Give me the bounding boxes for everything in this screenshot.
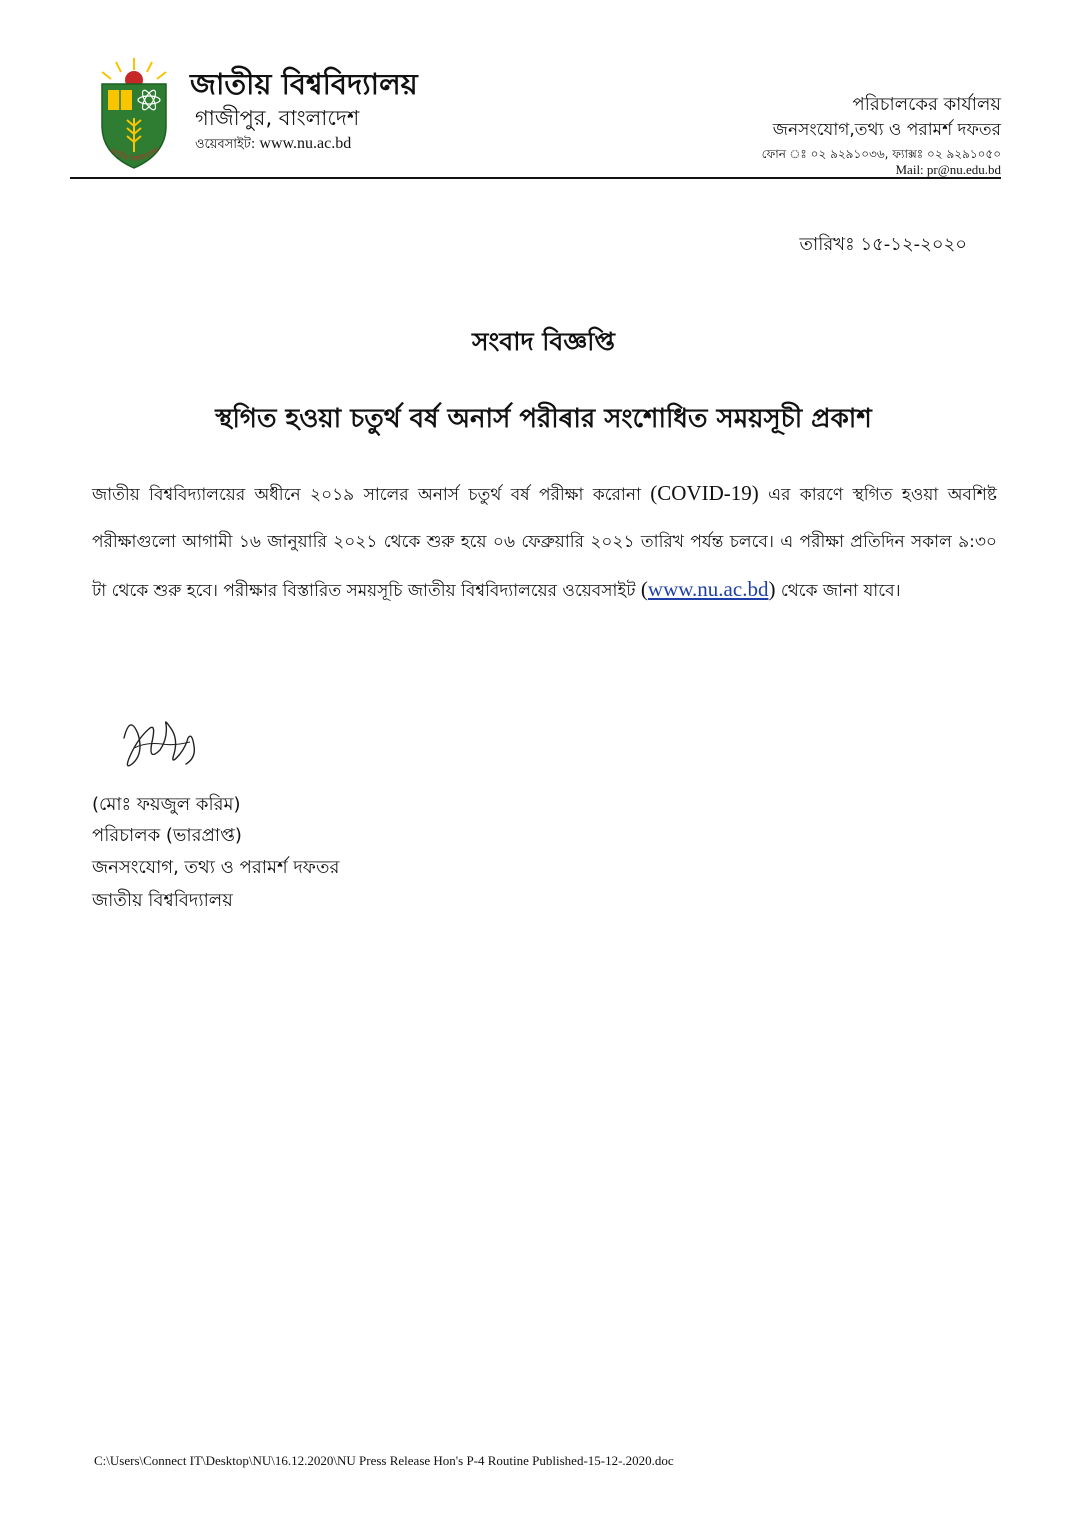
university-location: গাজীপুর, বাংলাদেশ — [195, 106, 360, 130]
covid-text: (COVID-19) — [650, 481, 759, 505]
signature-image — [116, 708, 202, 776]
office-department: জনসংযোগ,তথ্য ও পরামর্শ দফতর — [772, 120, 1001, 140]
logo-text: জাতীয় বিশ্ববিদ্যালয় — [108, 145, 161, 164]
university-name: জাতীয় বিশ্ববিদ্যালয় — [190, 67, 418, 101]
signatory-title: পরিচালক (ভারপ্রাপ্ত) — [92, 825, 242, 846]
document-date: তারিখঃ ১৫-১২-২০২০ — [799, 234, 967, 255]
signatory-department: জনসংযোগ, তথ্য ও পরামর্শ দফতর — [92, 857, 340, 878]
signatory-name: (মোঃ ফয়জুল করিম) — [92, 794, 241, 815]
website-link[interactable]: www.nu.ac.bd — [647, 577, 769, 601]
signatory-university: জাতীয় বিশ্ববিদ্যালয় — [92, 890, 233, 911]
press-release-title: সংবাদ বিজ্ঞপ্তি — [472, 327, 615, 356]
office-title: পরিচালকের কার্যালয় — [852, 94, 1001, 115]
office-email[interactable]: Mail: pr@nu.edu.bd — [895, 162, 1001, 177]
body-part1: জাতীয় বিশ্ববিদ্যালয়ের অধীনে ২০১৯ সালের অনার্স চতুর্থ বর্ষ পরীক্ষা করোনা — [92, 485, 651, 505]
website-url[interactable]: www.nu.ac.bd — [259, 135, 352, 152]
university-logo — [94, 56, 174, 172]
website-line — [195, 135, 351, 156]
header-divider — [70, 177, 1001, 179]
paren-close: ) — [768, 577, 776, 601]
footer-file-path: C:\Users\Connect IT\Desktop\NU\16.12.2020\NU Press Release Hon's P-4 Routine Published-15-12-.2020.doc — [94, 1453, 674, 1468]
body-part2: এর কারণে স্থগিত হওয়া অবশিষ্ট পরীক্ষাগুলো আগামী ১৬ জানুয়ারি ২০২১ থেকে শুরু হয়ে ০৬ ফেব্রুয়ারি ২০২১ তারিখ পর্যন্ত চলবে। এ পরীক্ষা প্রতিদিন সকাল ৯:৩০ টা থেকে শুরু হবে। পরীক্ষার বিস্তারিত সময়সূচি জাতীয় বিশ্ববিদ্যালয়ের ওয়েবসাইট — [92, 485, 997, 601]
body-paragraph — [92, 470, 997, 615]
office-phone-fax: ফোন ঃ ০২ ৯২৯১০৩৬, ফ্যাক্সঃ ০২ ৯২৯১০৫০ — [761, 147, 1001, 161]
body-part3: থেকে জানা যাবে। — [775, 581, 901, 601]
paren-open: ( — [640, 577, 648, 601]
website-label: ওয়েবসাইট: — [195, 137, 256, 152]
headline: স্থগিত হওয়া চতুর্থ বর্ষ অনার্স পরীৰার সংশোধিত সময়সূচী প্রকাশ — [215, 404, 872, 434]
